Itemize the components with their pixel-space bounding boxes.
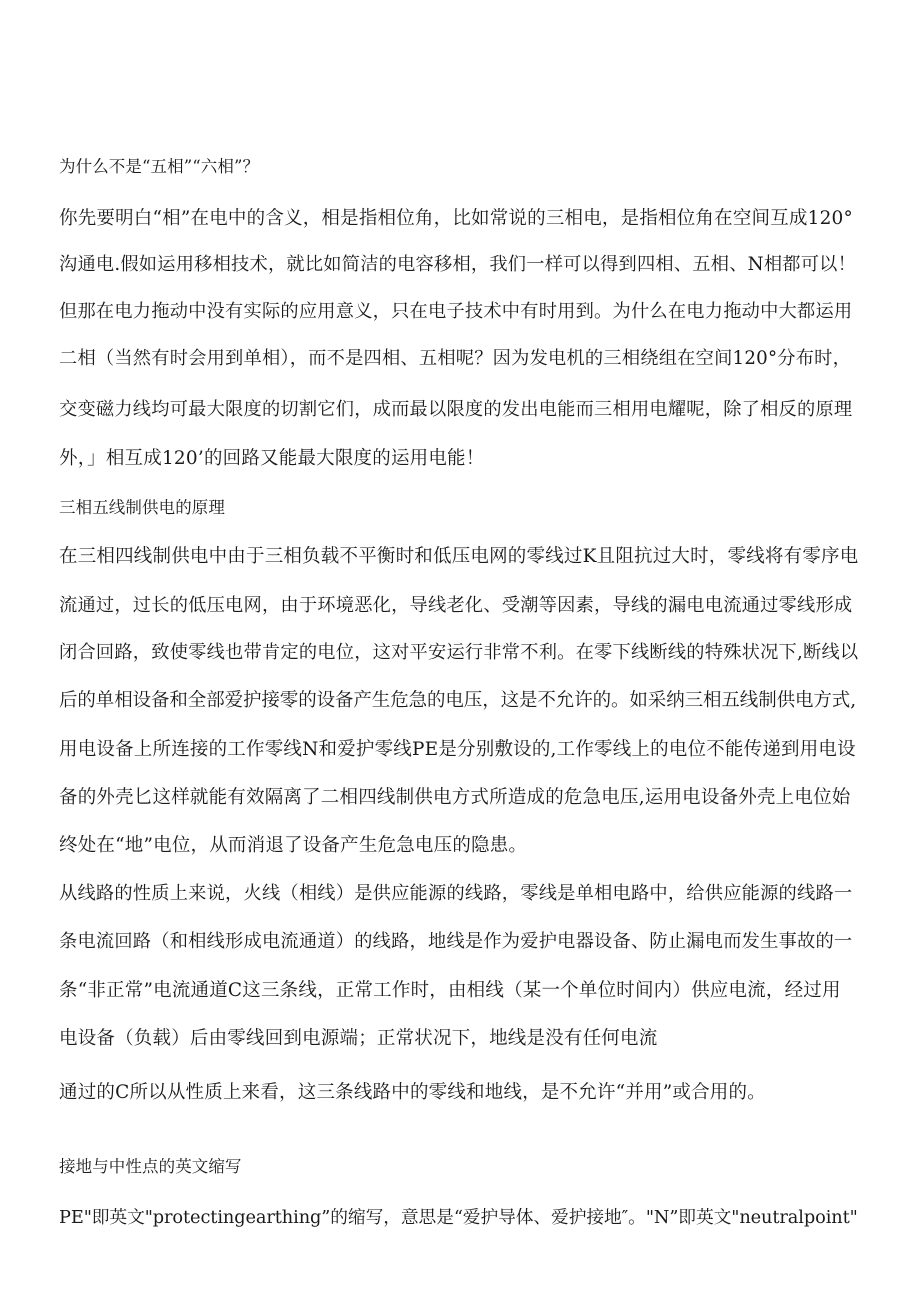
paragraph-line: 二相（当然有时会用到单相），而不是四相、五相呢？因为发电机的三相绕组在空间120°分布时， <box>59 348 852 369</box>
paragraph-line: 沟通电.假如运用移相技术，就比如简洁的电容移相，我们一样可以得到四相、五相、N相都可以！ <box>59 254 857 275</box>
paragraph-line: 备的外壳匕这样就能有效隔离了二相四线制供电方式所造成的危急电压,运用电设备外壳上电位始 <box>59 787 851 808</box>
paragraph-line: 流通过，过长的低压电网，由于环境恶化，导线老化、受潮等因素，导线的漏电电流通过零线形成 <box>59 595 853 616</box>
paragraph-line: 交变磁力线均可最大限度的切割它们，成而最以限度的发出电能而三相用电耀呢，除了相反的原理 <box>59 399 853 420</box>
paragraph-line: 外，」相互成120’的回路又能最大限度的运用电能！ <box>59 448 485 469</box>
paragraph-line: 在三相四线制供电中由于三相负载不平衡时和低压电网的零线过K且阻抗过大时，零线将有零序电 <box>59 546 859 567</box>
paragraph-line: 终处在“地”电位，从而消退了设备产生危急电压的隐患。 <box>59 835 528 856</box>
paragraph-line: 你先要明白“相”在电中的含义，相是指相位角，比如常说的三相电，是指相位角在空间互成120° <box>59 208 853 229</box>
paragraph-line: 后的单相设备和全部爱护接零的设备产生危急的电压，这是不允许的。如采纳三相五线制供电方式, <box>59 690 856 711</box>
paragraph-line: PE"即英文"protectingearthing”的缩写，意思是“爱护导体、爱护接地″。"N”即英文"neutralpoint" <box>59 1208 858 1228</box>
heading-english-abbreviations: 接地与中性点的英文缩写 <box>59 1157 242 1176</box>
heading-why-not-five-six-phase: 为什么不是“五相”“六相”？ <box>59 157 260 176</box>
paragraph-line: 闭合回路，致使零线也带肯定的电位，这对平安运行非常不利。在零下线断线的特殊状况下,断线以 <box>59 642 859 663</box>
heading-three-phase-five-wire: 三相五线制供电的原理 <box>59 498 225 517</box>
paragraph-line: 条“非正常”电流通道C这三条线，正常工作时，由相线（某一个单位时间内）供应电流，经过用 <box>59 980 841 1001</box>
paragraph-line: 通过的C所以从性质上来看，这三条线路中的零线和地线，是不允许“并用”或合用的。 <box>59 1082 766 1103</box>
paragraph-line: 用电设备上所连接的工作零线N和爱护零线PE是分别敷设的,工作零线上的电位不能传递到用电设 <box>59 739 856 760</box>
paragraph-line: 电设备（负载）后由零线回到电源端；正常状况下，地线是没有任何电流 <box>59 1028 658 1049</box>
paragraph-line: 但那在电力拖动中没有实际的应用意义，只在电子技术中有时用到。为什么在电力拖动中大都运用 <box>59 301 853 322</box>
paragraph-line: 条电流回路（和相线形成电流通道）的线路，地线是作为爱护电器设备、防止漏电而发生事故的一 <box>59 931 853 952</box>
paragraph-line: 从线路的性质上来说，火线（相线）是供应能源的线路，零线是单相电路中，给供应能源的线路一 <box>59 883 853 904</box>
